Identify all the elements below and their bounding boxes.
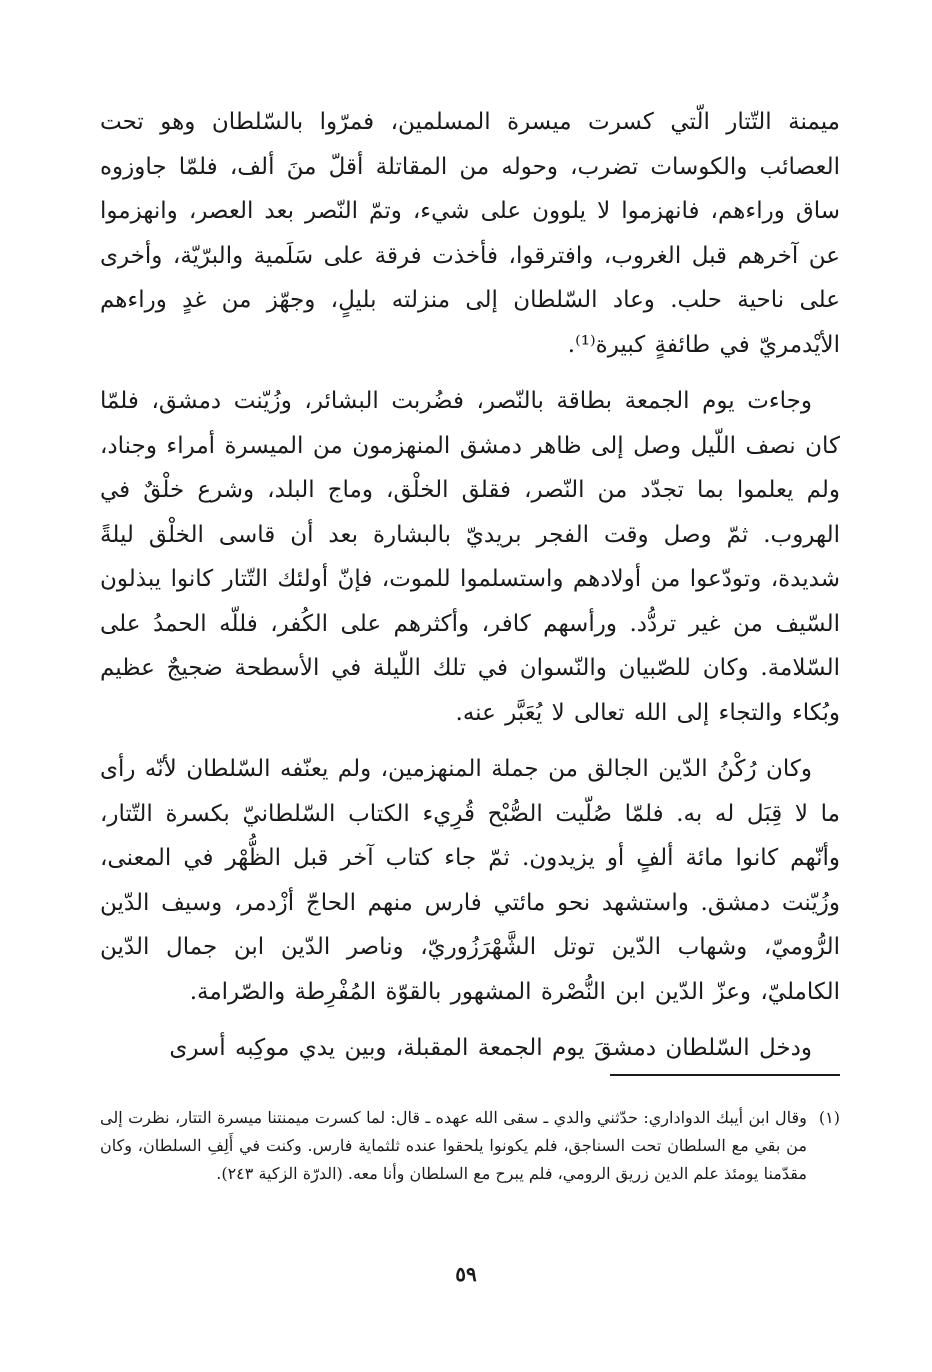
paragraph-1: ميمنة التّتار الّتي كسرت ميسرة المسلمين، فمرّوا بالسّلطان وهو تحت العصائب والكوسات تضرب، وحوله من المقاتلة أقلّ منَ ألف، فلمّا جاوزوه ساق وراءهم، فانهزموا لا يلوون على شيء، وتمّ النّصر بعد العصر، وانهزموا عن آخرهم قبل الغروب، وافترقوا، فأخذت فرقة على سَلَمية والبرّيّة، وأخرى على ناحية حلب. وعاد السّلطان إلى منزلته بليلٍ، وجهّز من غدٍ وراءهم الأيْدمريّ في طائفةٍ كبيرة⁽¹⁾. [100,109,840,358]
footnote-marker: (١) [818,1108,840,1127]
main-text [100,100,840,1083]
paragraph-4: ودخل السّلطان دمشقَ يوم الجمعة المقبلة، وبين يدي موكِبه أسرى [169,1035,812,1061]
footnote-text: وقال ابن أيبك الدواداري: حدّثني والدي ـ سقى الله عهده ـ قال: لما كسرت ميمنتنا ميسرة التتار، نظرت إلى من بقي مع السلطان تحت السناجق، فلم يكونوا يلحقوا عنده ثلثماية فارس. وكنت في أَلِفِ السلطان، وكان مقدّمنا يومئذ علم الدين زريق الرومي، فلم يبرح مع السلطان وأنا معه. (الدرّة الزكية ٢٤٣). [100,1108,807,1183]
paragraph-3: وكان رُكْنُ الدّين الجالق من جملة المنهزمين، ولم يعنّفه السّلطان لأنّه رأى ما لا قِبَل له به. فلمّا صُلّيت الصُّبْح قُرِيء الكتاب السّلطانيّ بكسرة التّتار، وأنّهم كانوا مائة ألفٍ أو يزيدون. ثمّ جاء كتاب آخر قبل الظُّهْر في المعنى، وزُيّنت دمشق. واستشهد نحو مائتي فارس منهم الحاجّ أزْدمر، وسيف الدّين الرُّوميّ، وشهاب الدّين توتل الشَّهْرَزُوريّ، وناصر الدّين ابن جمال الدّين الكامليّ، وعزّ الدّين ابن النُّصْرة المشهور بالقوّة المُفْرِطة والصّرامة. [100,756,840,1005]
page-number: ٥٩ [455,1262,477,1286]
footnote [100,1104,840,1188]
paragraph-2: وجاءت يوم الجمعة بطاقة بالنّصر، فضُربت البشائر، وزُيّنت دمشق، فلمّا كان نصف اللّيل وصل إلى ظاهر دمشق المنهزمون من الميسرة أمراء وجناد، ولم يعلموا بما تجدّد من النّصر، فقلق الخلْق، وماج البلد، وشرع خلْقٌ في الهروب. ثمّ وصل وقت الفجر بريديّ بالبشارة بعد أن قاسى الخلْق ليلةً شديدة، وتودّعوا من أولادهم واستسلموا للموت، فإنّ أولئك التّتار كانوا يبذلون السّيف من غير تردُّد. ورأسهم كافر، وأكثرهم على الكُفر، فللّه الحمدُ على السّلامة. وكان للصّبيان والنّسوان في تلك اللّيلة في الأسطحة ضجيجٌ عظيم وبُكاء والتجاء إلى الله تعالى لا يُعَبَّر عنه. [100,388,840,726]
footnote-separator [610,1074,840,1076]
